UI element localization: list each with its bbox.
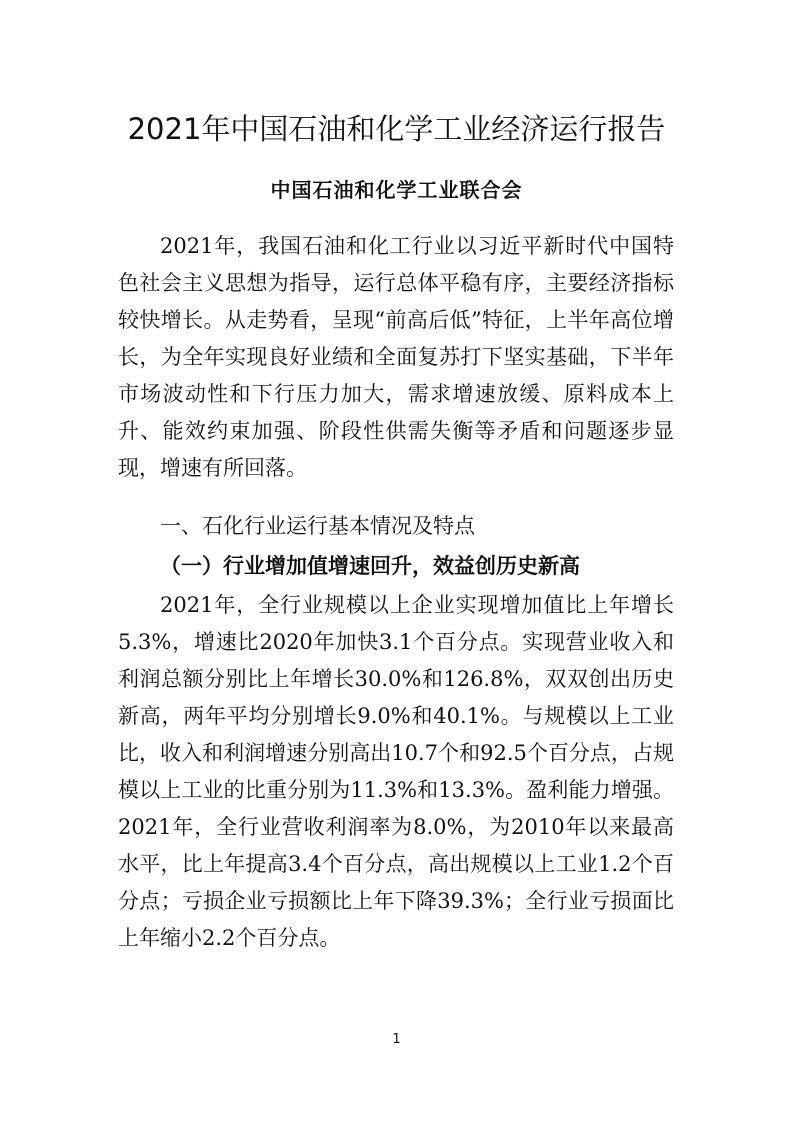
section-heading: 一、石化行业运行基本情况及特点 [160, 514, 475, 538]
section-paragraph: 2021年，全行业规模以上企业实现增加值比上年增长5.3%，增速比2020年加快3.1个百分点。实现营业收入和利润总额分别比上年增长30.0%和126.8%，双双创出历史新高，两年平均分别增长9.0%和40.1%。与规模以上工业比，收入和利润增速分别高出10.7个和92.5个百分点，占规模以上工业的比重分别为11.3%和13.3%。盈利能力增强。2021年，全行业营收利润率为8.0%，为2010年以来最高水平，比上年提高3.4个百分点，高出规模以上工业1.2个百分点；亏损企业亏损额比上年下降39.3%；全行业亏损面比上年缩小2.2个百分点。 [118, 593, 674, 950]
page-number: 1 [392, 1032, 401, 1047]
intro-paragraph: 2021年，我国石油和化工行业以习近平新时代中国特色社会主义思想为指导，运行总体平稳有序，主要经济指标较快增长。从走势看，呈现“前高后低”特征，上半年高位增长，为全年实现良好业绩和全面复苏打下坚实基础，下半年市场波动性和下行压力加大，需求增速放缓、原料成本上升、能效约束加强、阶段性供需失衡等矛盾和问题逐步显现，增速有所回落。 [118, 234, 674, 480]
author-line: 中国石油和化学工业联合会 [270, 178, 523, 202]
page-title: 2021年中国石油和化学工业经济运行报告 [127, 112, 666, 146]
subsection-heading: （一）行业增加值增速回升，效益创历史新高 [160, 553, 580, 578]
